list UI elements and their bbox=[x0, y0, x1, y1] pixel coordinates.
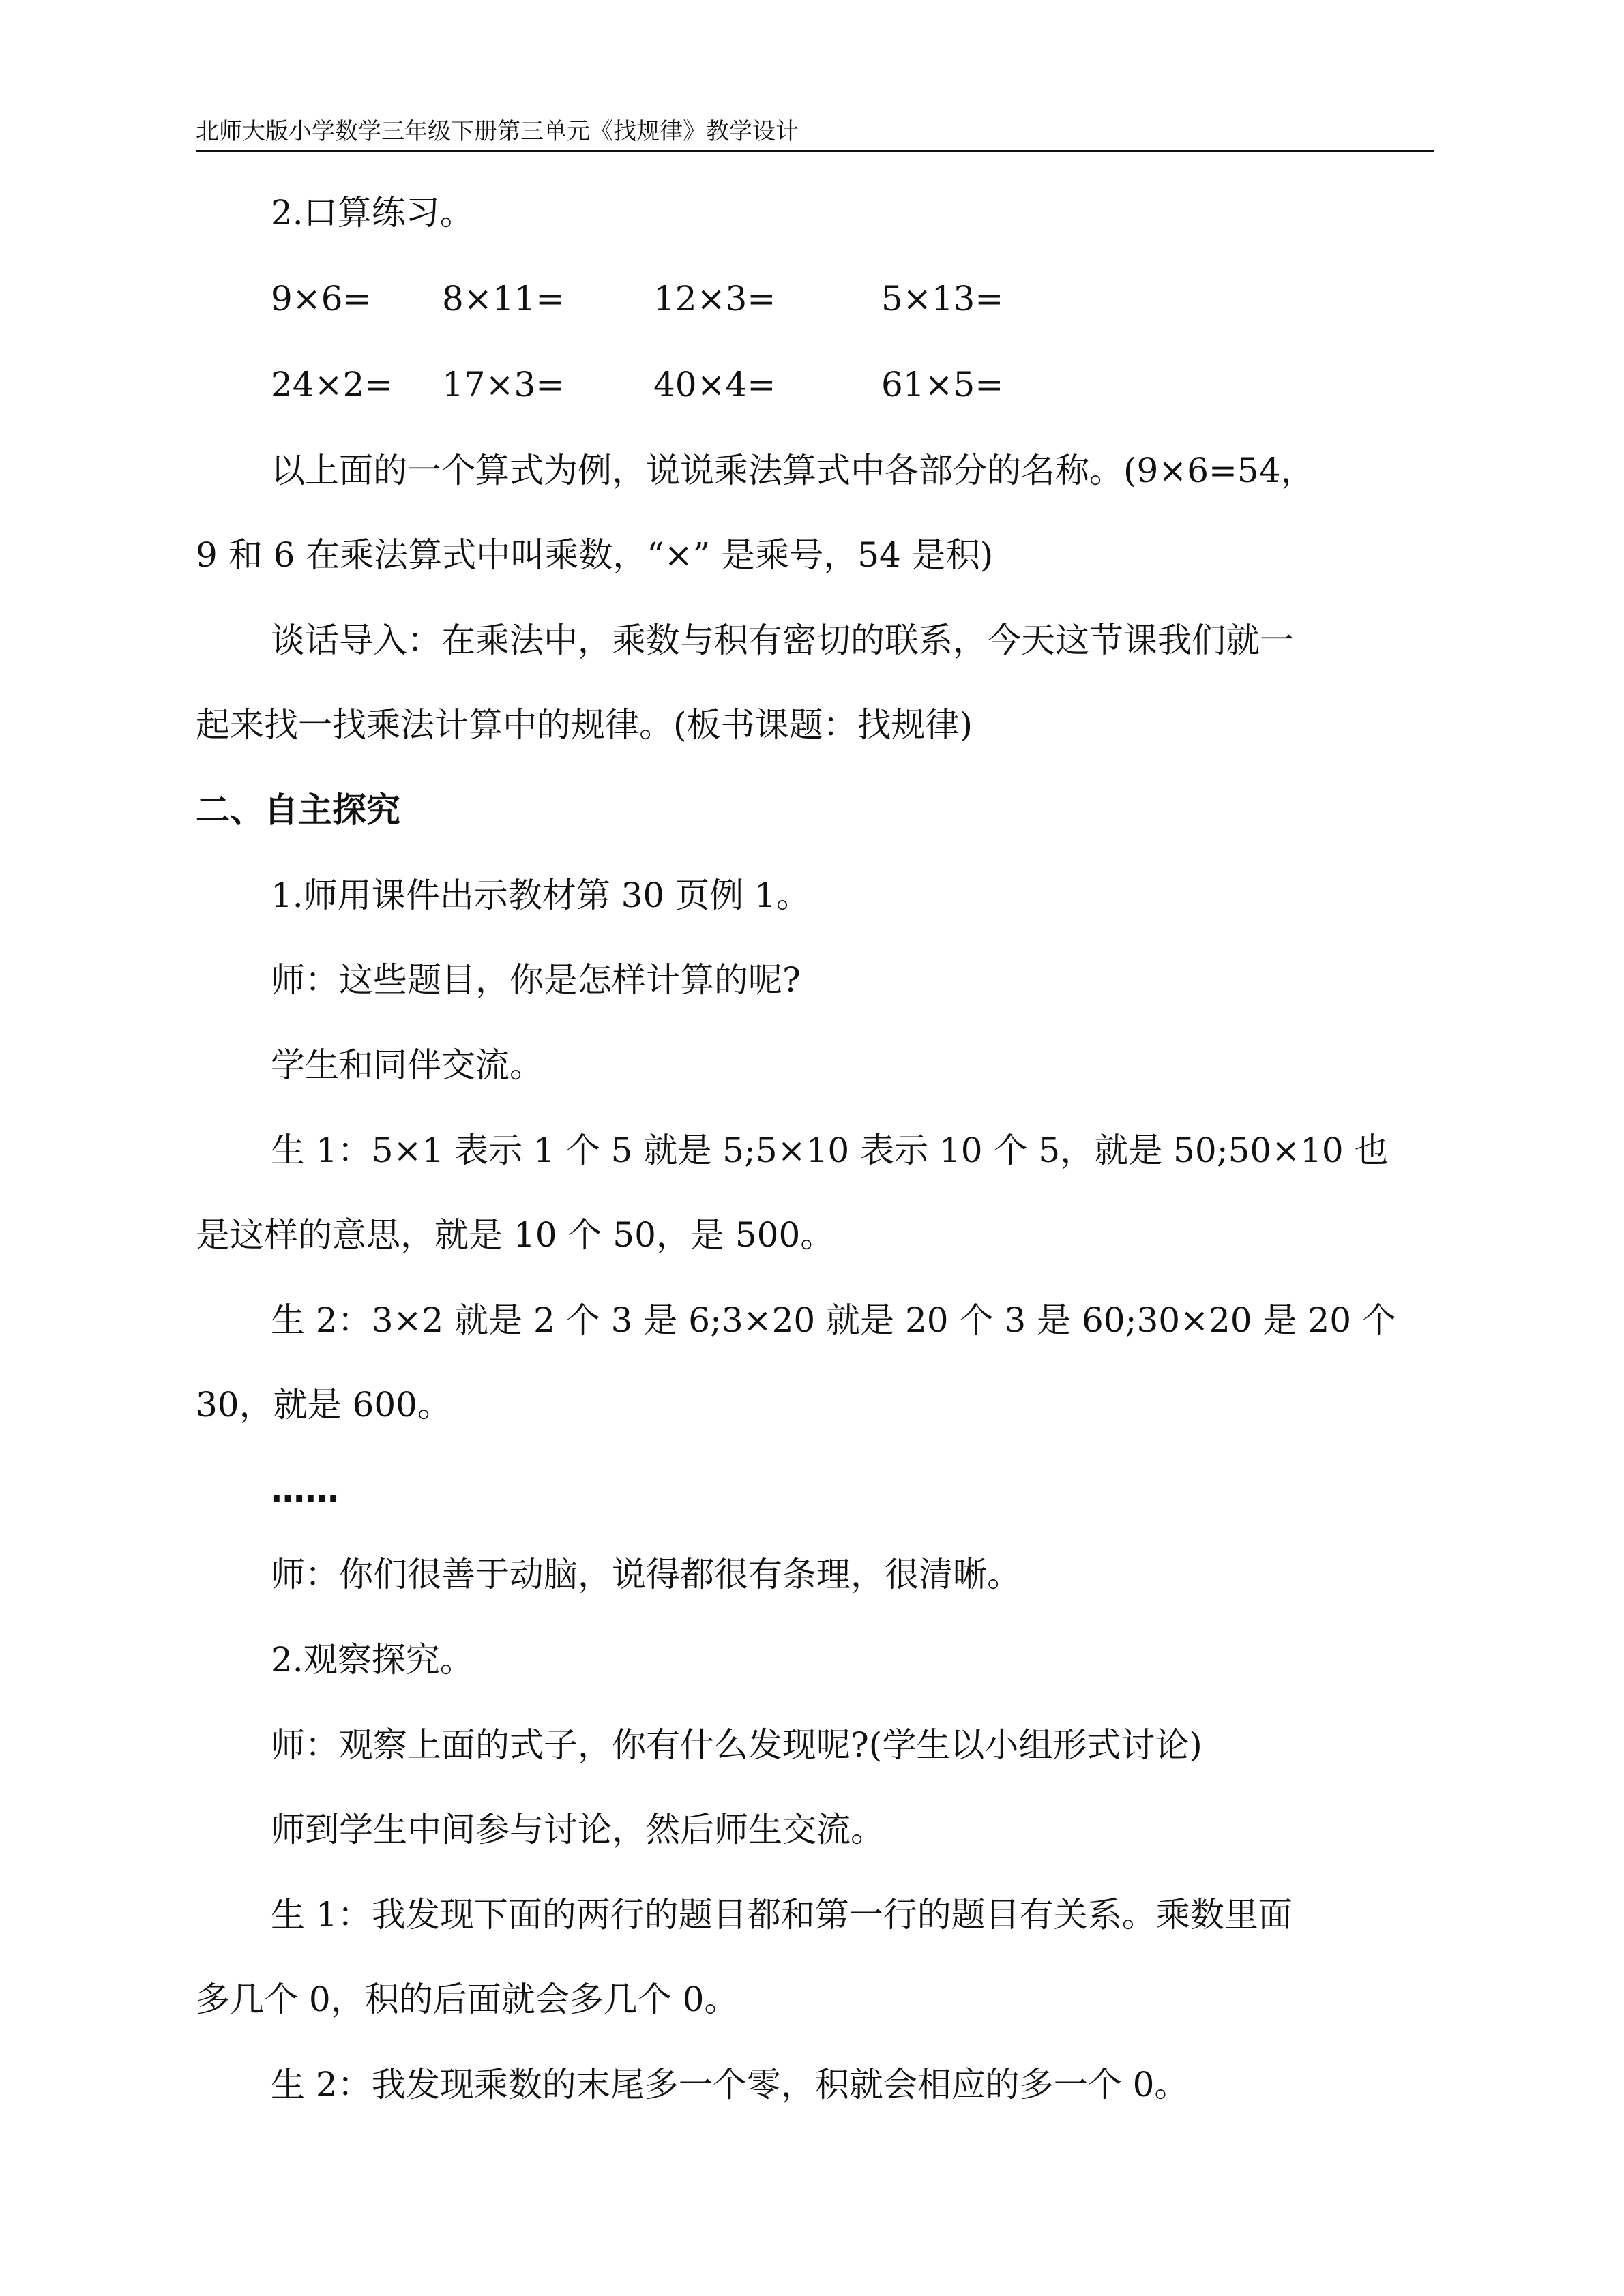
calc-item: 40×4= bbox=[653, 365, 776, 404]
paragraph-line: 2.观察探究。 bbox=[271, 1640, 474, 1680]
calc-item: 61×5= bbox=[881, 365, 1004, 404]
calc-item: 5×13= bbox=[881, 279, 1004, 318]
paragraph-line: 师：你们很善于动脑，说得都很有条理，很清晰。 bbox=[271, 1555, 1021, 1594]
paragraph-line: 多几个 0，积的后面就会多几个 0。 bbox=[196, 1980, 739, 2019]
paragraph-line: 30，就是 600。 bbox=[196, 1385, 452, 1425]
paragraph-line: 学生和同伴交流。 bbox=[271, 1045, 544, 1085]
calc-item: 8×11= bbox=[442, 279, 565, 318]
paragraph-line: 师到学生中间参与讨论，然后师生交流。 bbox=[271, 1810, 885, 1849]
ellipsis: …… bbox=[271, 1470, 339, 1510]
paragraph-line: 生 1：5×1 表示 1 个 5 就是 5;5×10 表示 10 个 5，就是 50;50×10 也 bbox=[271, 1131, 1389, 1170]
paragraph-line: 生 2：3×2 就是 2 个 3 是 6;3×20 就是 20 个 3 是 60;30×20 是 20 个 bbox=[271, 1300, 1396, 1340]
paragraph-line: 师：这些题目，你是怎样计算的呢? bbox=[271, 960, 801, 1000]
calc-item: 12×3= bbox=[653, 279, 776, 318]
paragraph-line: 生 2：我发现乘数的末尾多一个零，积就会相应的多一个 0。 bbox=[271, 2065, 1189, 2104]
paragraph-line: 起来找一找乘法计算中的规律。(板书课题：找规律) bbox=[196, 705, 973, 745]
paragraph-line: 是这样的意思，就是 10 个 50，是 500。 bbox=[196, 1215, 835, 1255]
page-header: 北师大版小学数学三年级下册第三单元《找规律》教学设计 bbox=[196, 113, 1434, 152]
paragraph-line: 生 1：我发现下面的两行的题目都和第一行的题目有关系。乘数里面 bbox=[271, 1895, 1293, 1935]
calc-item: 24×2= bbox=[271, 365, 394, 404]
calc-item: 9×6= bbox=[271, 279, 372, 318]
oral-practice-title: 2.口算练习。 bbox=[271, 193, 474, 233]
paragraph-line: 9 和 6 在乘法算式中叫乘数，“×” 是乘号，54 是积) bbox=[196, 535, 994, 575]
paragraph-line: 师：观察上面的式子，你有什么发现呢?(学生以小组形式讨论) bbox=[271, 1725, 1202, 1765]
paragraph-line: 谈话导入：在乘法中，乘数与积有密切的联系，今天这节课我们就一 bbox=[271, 621, 1294, 660]
paragraph-line: 以上面的一个算式为例，说说乘法算式中各部分的名称。(9×6=54， bbox=[271, 451, 1315, 490]
section-heading: 二、自主探究 bbox=[196, 790, 400, 830]
calc-item: 17×3= bbox=[442, 365, 565, 404]
paragraph-line: 1.师用课件出示教材第 30 页例 1。 bbox=[271, 876, 810, 915]
